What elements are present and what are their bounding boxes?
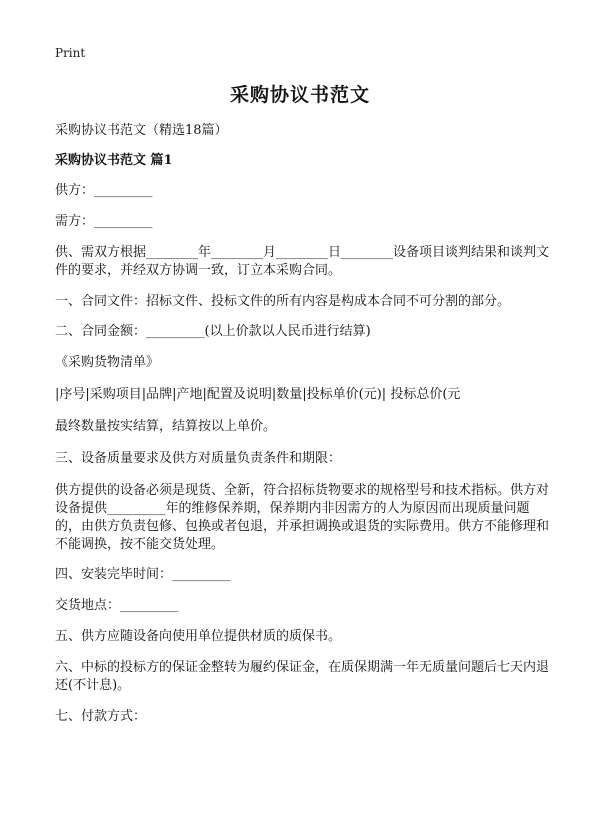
paragraph-intro: 供、需双方根据________年________月________日________设备项目谈判结果和谈判文件的要求，并经双方协调一致，订立本采购合同。 [55,245,550,278]
paragraph-table-header: |序号|采购项目|品牌|产地|配置及说明|数量|投标单价(元)| 投标总价(元 [55,387,461,402]
paragraph-quality-heading: 三、设备质量要求及供方对质量负责条件和期限： [55,451,342,466]
paragraph-deposit: 六、中标的投标方的保证金整转为履约保证金，在质保期满一年无质量问题后七天内退还(不计息)。 [55,660,550,693]
paragraph-contract-amount: 二、合同金额：_________(以上价款以人民币进行结算) [55,324,371,339]
paragraph-quality-body: 供方提供的设备必须是现货、全新，符合招标货物要求的规格型号和技术指标。供方对设备提供_________年的维修保养期，保养期内非因需方的人为原因而出现质量问题的，由供方负责包修、包换或者包退，并承担调换或退货的实际费用。供方不能修理和不能调换，按不能交货处理。 [55,483,550,552]
paragraph-contract-docs: 一、合同文件：招标文件、投标文件的所有内容是构成本合同不可分割的部分。 [55,294,511,309]
document-title: 采购协议书范文 [229,84,370,106]
paragraph-warranty-doc: 五、供方应随设备向使用单位提供材质的质保书。 [55,629,342,644]
paragraph-goods-list-title: 《采购货物清单》 [55,355,160,370]
paragraph-delivery-place: 交货地点：_________ [55,598,179,613]
paragraph-buyer: 需方：_________ [55,214,153,229]
section-heading: 采购协议书范文 篇1 [55,153,173,168]
paragraph-supplier: 供方：_________ [55,183,153,198]
paragraph-settlement: 最终数量按实结算，结算按以上单价。 [55,419,277,434]
print-link[interactable]: Print [55,46,86,60]
document-subtitle: 采购协议书范文（精选18篇） [55,123,228,138]
paragraph-payment: 七、付款方式： [55,709,147,724]
paragraph-install-time: 四、安装完毕时间：_________ [55,567,231,582]
